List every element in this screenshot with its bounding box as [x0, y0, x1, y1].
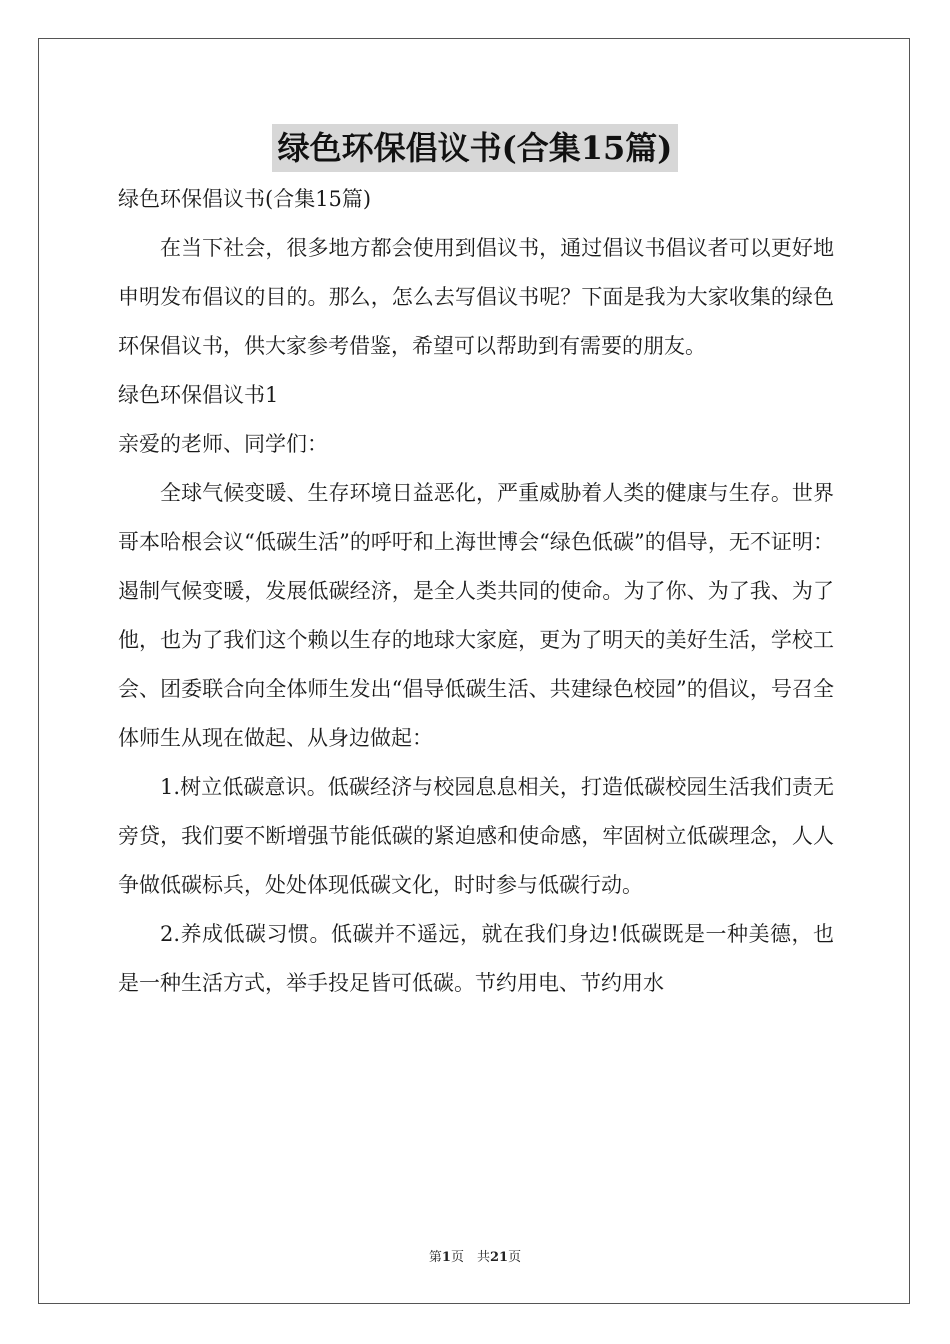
page-suffix: 页	[508, 1250, 522, 1265]
title-container	[0, 124, 950, 172]
total-pages: 21	[489, 1250, 509, 1265]
page-mid: 页 共	[450, 1250, 490, 1265]
intro-paragraph: 在当下社会，很多地方都会使用到倡议书，通过倡议书倡议者可以更好地申明发布倡议的目的。那么，怎么去写倡议书呢？下面是我为大家收集的绿色环保倡议书，供大家参考借鉴，希望可以帮助到有需要的朋友。	[118, 236, 834, 358]
subtitle-paragraph: 绿色环保倡议书(合集15篇)	[118, 187, 372, 211]
body-paragraph: 全球气候变暖、生存环境日益恶化，严重威胁着人类的健康与生存。世界哥本哈根会议“低碳生活”的呼吁和上海世博会“绿色低碳”的倡导，无不证明：遏制气候变暖，发展低碳经济，是全人类共同的使命。为了你、为了我、为了他，也为了我们这个赖以生存的地球大家庭，更为了明天的美好生活，学校工会、团委联合向全体师生发出“倡导低碳生活、共建绿色校园”的倡议，号召全体师生从现在做起、从身边做起：	[118, 481, 834, 750]
document-body	[118, 175, 834, 1008]
page-prefix: 第	[428, 1250, 442, 1265]
section-heading: 绿色环保倡议书1	[118, 383, 279, 407]
page-footer	[0, 1246, 950, 1265]
list-item-2: 2.养成低碳习惯。低碳并不遥远，就在我们身边!低碳既是一种美德，也是一种生活方式，举手投足皆可低碳。节约用电、节约用水	[118, 922, 834, 995]
page-number: 1	[441, 1250, 451, 1265]
list-item-1: 1.树立低碳意识。低碳经济与校园息息相关，打造低碳校园生活我们责无旁贷，我们要不断增强节能低碳的紧迫感和使命感，牢固树立低碳理念，人人争做低碳标兵，处处体现低碳文化，时时参与低碳行动。	[118, 775, 834, 897]
document-title: 绿色环保倡议书(合集15篇)	[272, 124, 679, 172]
salutation: 亲爱的老师、同学们：	[118, 432, 328, 456]
